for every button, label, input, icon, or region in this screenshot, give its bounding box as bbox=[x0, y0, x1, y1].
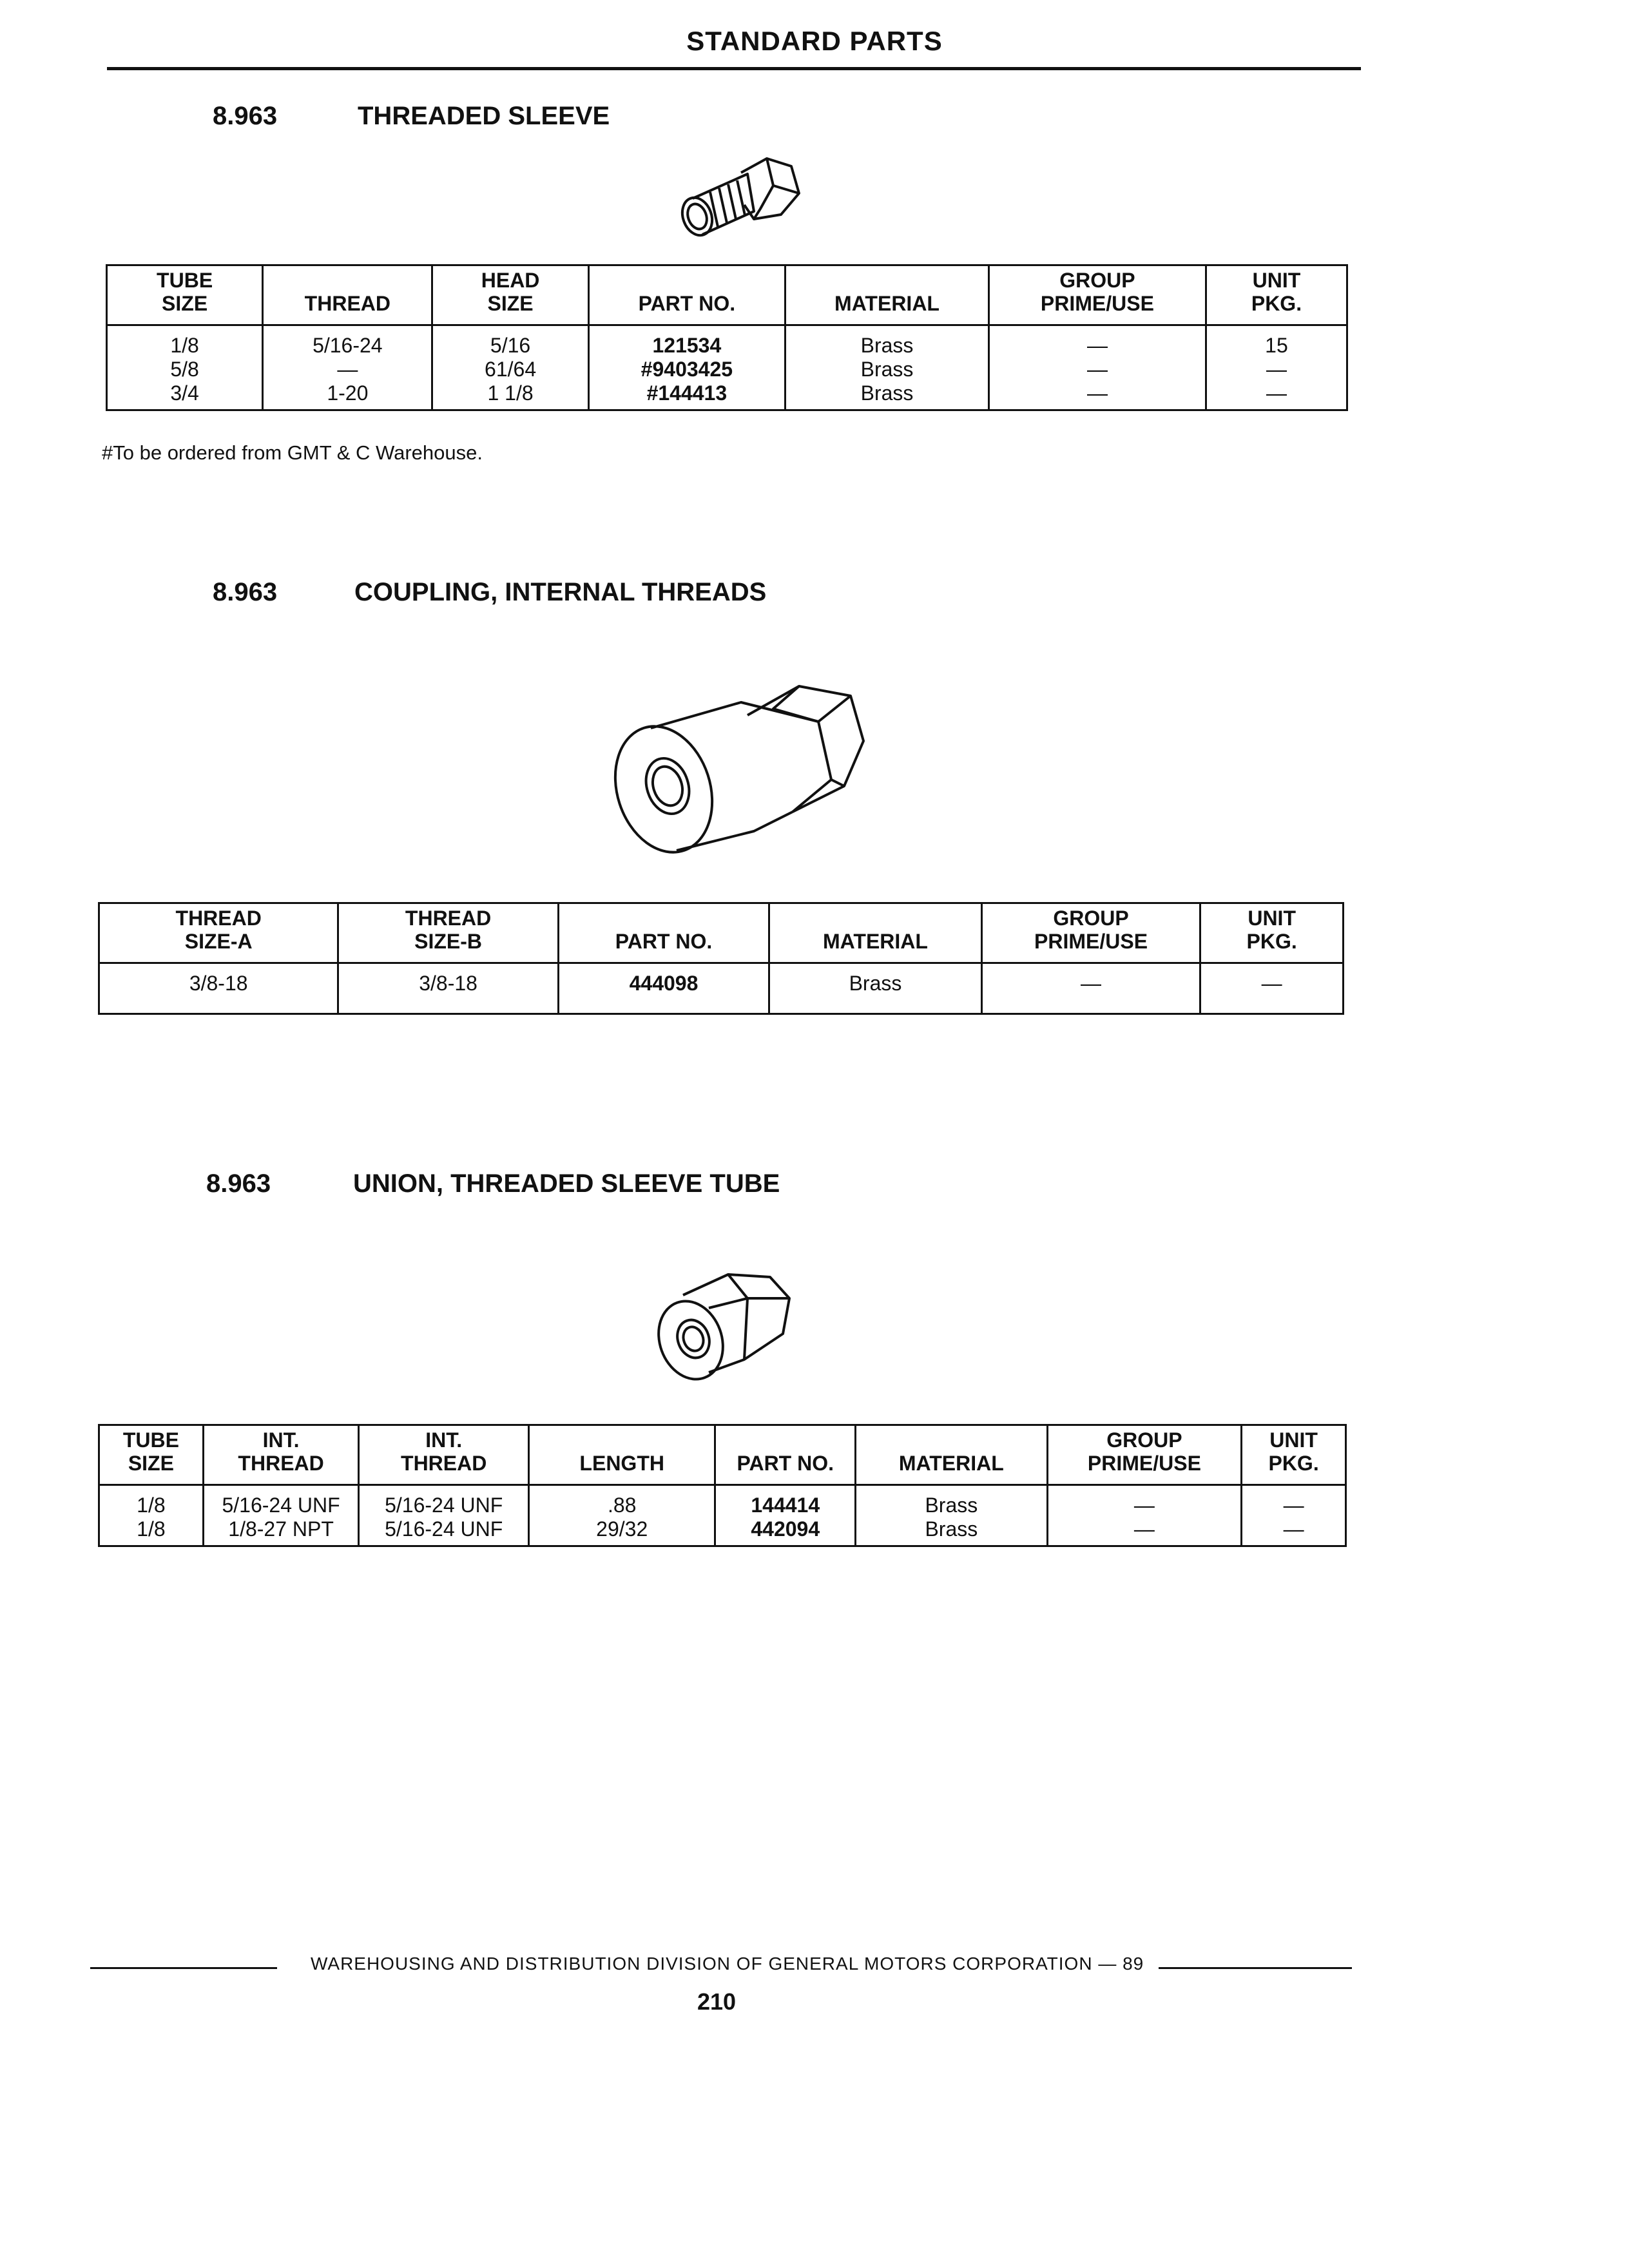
column-header-unit-pkg: UNIT PKG. bbox=[1242, 1425, 1346, 1485]
head-size-cell: 1 1/8 bbox=[487, 381, 534, 405]
length-cell: 29/32 bbox=[596, 1517, 648, 1541]
group-cell: — bbox=[981, 963, 1200, 1014]
page-header-title: STANDARD PARTS bbox=[686, 26, 943, 56]
thread-size-b-cell: 3/8-18 bbox=[338, 963, 558, 1014]
group-cell: — bbox=[1086, 358, 1108, 381]
unit-pkg-cell: — bbox=[1283, 1517, 1304, 1541]
column-header-length: LENGTH bbox=[528, 1425, 715, 1485]
column-header-tube-size: TUBE SIZE bbox=[107, 265, 263, 325]
column-header-material: MATERIAL bbox=[856, 1425, 1048, 1485]
column-header-unit-pkg: UNIT PKG. bbox=[1206, 265, 1347, 325]
column-header-part-no: PART NO. bbox=[715, 1425, 856, 1485]
head-size-cell: 5/16 bbox=[490, 334, 531, 357]
page-number: 210 bbox=[697, 1988, 737, 2015]
material-cell: Brass bbox=[860, 334, 914, 357]
union-illustration-icon bbox=[651, 1263, 799, 1385]
int-thread-cell: 1/8-27 NPT bbox=[228, 1517, 334, 1541]
footer-text: WAREHOUSING AND DISTRIBUTION DIVISION OF GENERAL MOTORS CORPORATION — 89 bbox=[311, 1954, 1144, 1974]
footer-rule-left bbox=[90, 1967, 277, 1969]
unit-pkg-cell: 15 bbox=[1265, 334, 1288, 357]
group-cell: — bbox=[1086, 381, 1108, 405]
coupling-table bbox=[98, 902, 1344, 1015]
column-header-thread-size-a: THREAD SIZE-A bbox=[99, 903, 338, 963]
threaded-sleeve-illustration-icon bbox=[670, 147, 812, 244]
int-thread-cell: 5/16-24 UNF bbox=[385, 1494, 503, 1517]
unit-pkg-cell: — bbox=[1266, 358, 1287, 381]
section-2-number: 8.963 bbox=[213, 578, 278, 606]
group-cell: — bbox=[1133, 1517, 1155, 1541]
column-header-thread: THREAD bbox=[263, 265, 432, 325]
material-cell: Brass bbox=[860, 358, 914, 381]
material-cell: Brass bbox=[769, 963, 982, 1014]
column-header-head-size: HEAD SIZE bbox=[432, 265, 588, 325]
part-no-cell: 442094 bbox=[751, 1517, 820, 1541]
column-header-tube-size: TUBE SIZE bbox=[99, 1425, 204, 1485]
part-no-cell: 444098 bbox=[558, 963, 769, 1014]
footer-rule-right bbox=[1159, 1967, 1352, 1969]
section-2-title: COUPLING, INTERNAL THREADS bbox=[354, 578, 767, 606]
column-header-int-thread: INT. THREAD bbox=[359, 1425, 529, 1485]
thread-size-a-cell: 3/8-18 bbox=[99, 963, 338, 1014]
footnote: #To be ordered from GMT & C Warehouse. bbox=[102, 441, 483, 464]
int-thread-cell: 5/16-24 UNF bbox=[222, 1494, 340, 1517]
header-rule bbox=[107, 67, 1361, 70]
section-1-title: THREADED SLEEVE bbox=[358, 102, 610, 130]
part-no-cell: 144414 bbox=[751, 1494, 820, 1517]
column-header-part-no: PART NO. bbox=[588, 265, 785, 325]
length-cell: .88 bbox=[607, 1494, 637, 1517]
tube-size-cell: 1/8 bbox=[137, 1494, 166, 1517]
tube-size-cell: 5/8 bbox=[170, 358, 199, 381]
section-3-title: UNION, THREADED SLEEVE TUBE bbox=[353, 1169, 780, 1198]
material-cell: Brass bbox=[925, 1517, 978, 1541]
tube-size-cell: 3/4 bbox=[170, 381, 199, 405]
column-header-group: GROUP PRIME/USE bbox=[1047, 1425, 1242, 1485]
tube-size-cell: 1/8 bbox=[137, 1517, 166, 1541]
table-row bbox=[99, 1485, 1346, 1546]
part-no-cell: #9403425 bbox=[641, 358, 733, 381]
column-header-material: MATERIAL bbox=[786, 265, 989, 325]
group-cell: — bbox=[1086, 334, 1108, 357]
section-3-number: 8.963 bbox=[206, 1169, 271, 1198]
section-1-number: 8.963 bbox=[213, 102, 278, 130]
column-header-material: MATERIAL bbox=[769, 903, 982, 963]
unit-pkg-cell: — bbox=[1200, 963, 1344, 1014]
threaded-sleeve-table bbox=[106, 264, 1348, 411]
column-header-unit-pkg: UNIT PKG. bbox=[1200, 903, 1344, 963]
column-header-int-thread: INT. THREAD bbox=[203, 1425, 359, 1485]
thread-cell: 1-20 bbox=[327, 381, 369, 405]
part-no-cell: #144413 bbox=[646, 381, 728, 405]
thread-cell: 5/16-24 bbox=[313, 334, 383, 357]
table-row bbox=[107, 325, 1347, 410]
material-cell: Brass bbox=[860, 381, 914, 405]
union-table bbox=[98, 1424, 1347, 1547]
table-row bbox=[99, 963, 1344, 1014]
material-cell: Brass bbox=[925, 1494, 978, 1517]
column-header-thread-size-b: THREAD SIZE-B bbox=[338, 903, 558, 963]
coupling-illustration-icon bbox=[606, 657, 876, 870]
tube-size-cell: 1/8 bbox=[170, 334, 199, 357]
column-header-group: GROUP PRIME/USE bbox=[988, 265, 1206, 325]
group-cell: — bbox=[1133, 1494, 1155, 1517]
head-size-cell: 61/64 bbox=[485, 358, 537, 381]
unit-pkg-cell: — bbox=[1266, 381, 1287, 405]
column-header-group: GROUP PRIME/USE bbox=[981, 903, 1200, 963]
thread-cell: — bbox=[337, 358, 358, 381]
unit-pkg-cell: — bbox=[1283, 1494, 1304, 1517]
int-thread-cell: 5/16-24 UNF bbox=[385, 1517, 503, 1541]
column-header-part-no: PART NO. bbox=[558, 903, 769, 963]
part-no-cell: 121534 bbox=[652, 334, 722, 357]
